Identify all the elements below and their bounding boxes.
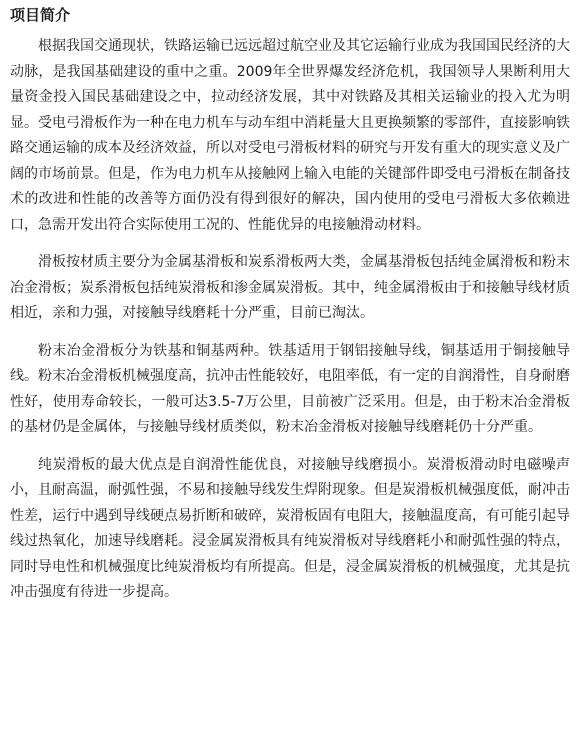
- paragraph-intro: 根据我国交通现状，铁路运输已远远超过航空业及其它运输行业成为我国国民经济的大动脉，是我国基础建设的重中之重。2009年全世界爆发经济危机，我国领导人果断利用大量资金投入国民基础建设之中，拉动经济发展，其中对铁路及其相关运输业的投入尤为明显。受电弓滑板作为一种在电力机车与动车组中消耗量大且更换频繁的零部件，直接影响铁路交通运输的成本及经济效益，所以对受电弓滑板材料的研究与开发有重大的现实意义及广阔的市场前景。但是，作为电力机车从接触网上输入电能的关键部件即受电弓滑板在制备技术的改进和性能的改善等方面仍没有得到很好的解决，国内使用的受电弓滑板大多依赖进口，急需开发出符合实际使用工况的、性能优异的电接触滑动材料。: [10, 38, 570, 233]
- paragraph-powder-metallurgy: 粉末冶金滑板分为铁基和铜基两种。铁基适用于钢铝接触导线，铜基适用于铜接触导线。粉末冶金滑板机械强度高，抗冲击性能较好，电阻率低，有一定的自润滑性，自身耐磨性好，使用寿命较长，一般可达3.5-7万公里，目前被广泛采用。但是，由于粉末冶金滑板的基材仍是金属体，与接触导线材质类似，粉末冶金滑板对接触导线磨耗仍十分严重。: [10, 342, 570, 435]
- paragraph-material-types: 滑板按材质主要分为金属基滑板和炭系滑板两大类，金属基滑板包括纯金属滑板和粉末冶金滑板；炭系滑板包括纯炭滑板和渗金属炭滑板。其中，纯金属滑板由于和接触导线材质相近，亲和力强，对接触导线磨耗十分严重，目前已淘汰。: [10, 254, 570, 321]
- section-title: 项目简介: [10, 6, 71, 24]
- paragraph-carbon-strip: 纯炭滑板的最大优点是自润滑性能优良，对接触导线磨损小。炭滑板滑动时电磁噪声小，且耐高温，耐弧性强，不易和接触导线发生焊附现象。但是炭滑板机械强度低，耐冲击性差，运行中遇到导线硬点易折断和破碎，炭滑板固有电阻大，接触温度高，有可能引起导线过热氧化，加速导线磨耗。浸金属炭滑板具有纯炭滑板对导线磨耗小和耐弧性强的特点，同时导电性和机械强度比纯炭滑板均有所提高。但是，浸金属炭滑板的机械强度，尤其是抗冲击强度有待进一步提高。: [10, 456, 570, 600]
